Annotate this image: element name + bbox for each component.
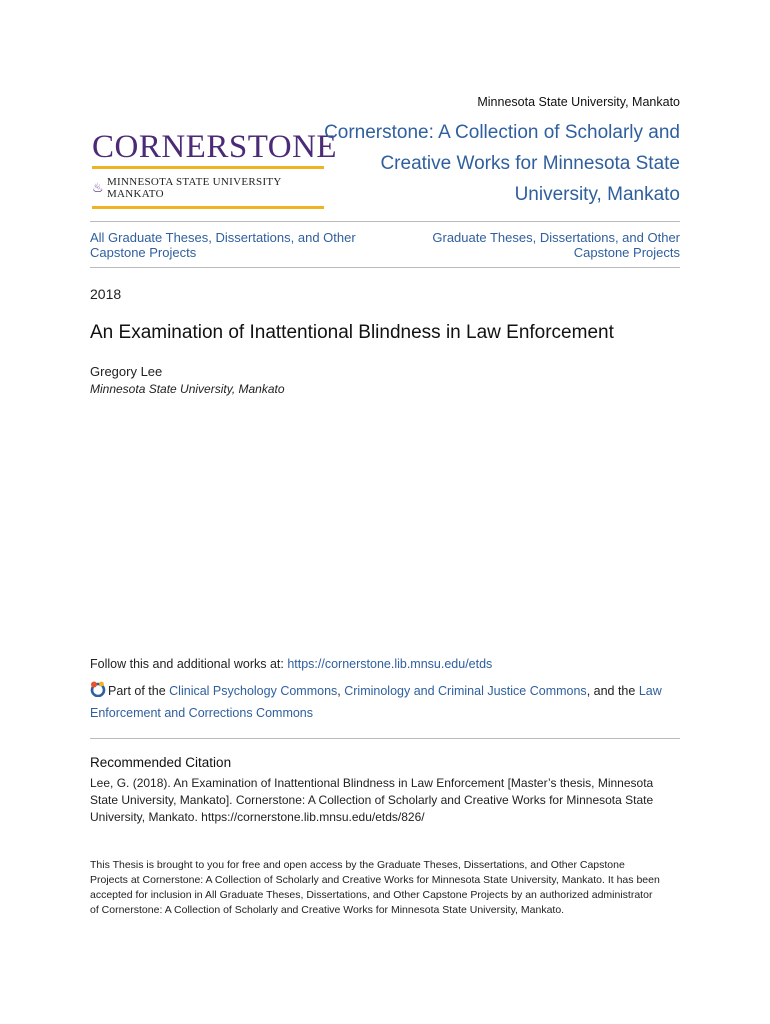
flame-icon: ♨ — [92, 180, 104, 195]
follow-prefix: Follow this and additional works at: — [90, 657, 288, 671]
logo-subtitle: MINNESOTA STATE UNIVERSITY MANKATO — [106, 176, 282, 200]
divider — [90, 267, 680, 268]
publication-year: 2018 — [90, 286, 122, 302]
logo-bar-bottom — [92, 206, 324, 209]
cornerstone-logo[interactable] — [92, 129, 338, 209]
logo-bar-top — [92, 166, 324, 169]
collection-link-graduate[interactable]: Graduate Theses, Dissertations, and Other Capstone Projects — [432, 230, 680, 260]
part-of-line — [90, 680, 680, 724]
institution-name: Minnesota State University, Mankato — [477, 95, 680, 109]
part-of-separator: , and the — [586, 684, 639, 698]
access-notice: This Thesis is brought to you for free and open access by the Graduate Theses, Dissertations, and Other Capstone Projects at Cornerstone: A Collection of Scholarly and Creative Works for Minnesota State University, Mankato. It has been accepted for inclusion in All Graduate Theses, Dissertations, and Other Capstone Projects by an authorized administrator of Cornerstone: A Collection of Scholarly and Creative Works for Minnesota State University, Mankato. — [90, 859, 660, 916]
logo-wordmark: CORNERSTONE — [92, 129, 338, 165]
follow-line — [90, 657, 492, 671]
author-affiliation: Minnesota State University, Mankato — [90, 382, 285, 396]
part-of-separator: , — [337, 684, 345, 698]
logo-subtitle-row — [92, 176, 324, 200]
part-of-prefix: Part of the — [108, 684, 170, 698]
open-access-icon — [90, 681, 106, 697]
commons-link-law-enforcement[interactable]: Law Enforcement and Corrections Commons — [90, 684, 662, 720]
author-name: Gregory Lee — [90, 364, 163, 379]
recommended-citation-text: Lee, G. (2018). An Examination of Inattentional Blindness in Law Enforcement [Master’s thesis, Minnesota State University, Mankato]. Cornerstone: A Collection of Scholarly and Creative Works for Minnesota State University, Mankato. https://cornerstone.lib.mnsu.edu/etds/826/ — [90, 776, 654, 824]
divider — [90, 738, 680, 739]
recommended-citation-heading: Recommended Citation — [90, 755, 232, 770]
paper-title: An Examination of Inattentional Blindness in Law Enforcement — [90, 322, 614, 343]
commons-link-clinical-psychology[interactable]: Clinical Psychology Commons — [169, 684, 338, 698]
collection-link-all[interactable]: All Graduate Theses, Dissertations, and Other Capstone Projects — [90, 230, 356, 260]
follow-url-link[interactable]: https://cornerstone.lib.mnsu.edu/etds — [287, 657, 493, 671]
commons-link-criminology[interactable]: Criminology and Criminal Justice Commons — [344, 684, 587, 698]
divider — [90, 221, 680, 222]
repository-title-link[interactable]: Cornerstone: A Collection of Scholarly and Creative Works for Minnesota State University, Mankato — [324, 122, 680, 205]
